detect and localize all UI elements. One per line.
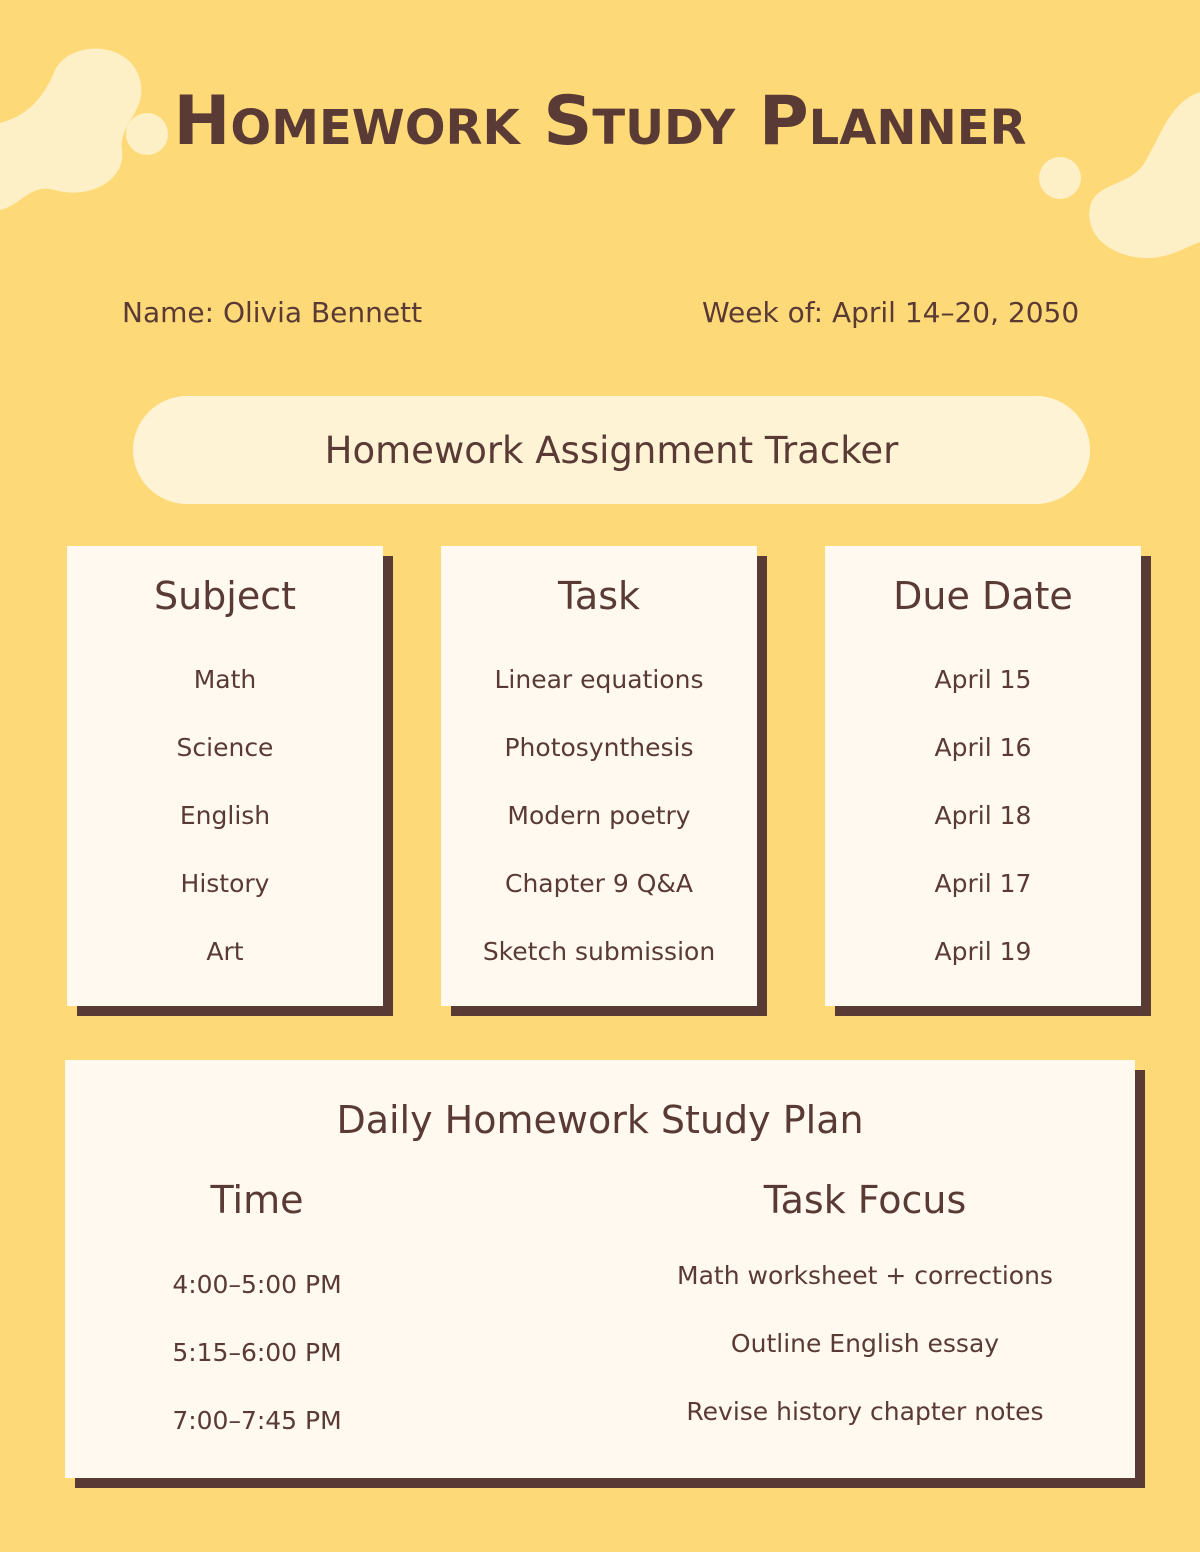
due-date-card: [825, 546, 1141, 1006]
task-item: Chapter 9 Q&A: [504, 869, 694, 898]
time-slot: 5:15–6:00 PM: [172, 1338, 342, 1367]
subject-item: Math: [193, 665, 257, 694]
task-focus-item: Math worksheet + corrections: [677, 1261, 1053, 1290]
focus-list: [625, 1259, 1105, 1463]
task-item: Linear equations: [494, 665, 704, 694]
time-slot: 4:00–5:00 PM: [172, 1270, 342, 1299]
subject-list: [67, 664, 383, 1004]
due-date-list: [825, 664, 1141, 1004]
due-date-item: April 18: [934, 801, 1032, 830]
task-card: [441, 546, 757, 1006]
tracker-heading: Homework Assignment Tracker: [133, 396, 1090, 504]
task-item: Sketch submission: [482, 937, 716, 966]
due-date-item: April 16: [934, 733, 1032, 762]
subject-item: Art: [206, 937, 244, 966]
subject-card: [67, 546, 383, 1006]
subject-header: Subject: [153, 574, 297, 618]
time-list: [132, 1268, 382, 1472]
task-focus-item: Revise history chapter notes: [686, 1397, 1044, 1426]
task-list: [441, 664, 757, 1004]
plan-title: Daily Homework Study Plan: [336, 1098, 864, 1142]
page-title: Homework Study Planner: [173, 82, 1027, 161]
time-header: Time: [210, 1178, 304, 1222]
task-focus-item: Outline English essay: [730, 1329, 1000, 1358]
due-date-header: Due Date: [893, 574, 1073, 618]
week-range: Week of: April 14–20, 2050: [702, 296, 1080, 329]
due-date-item: April 15: [934, 665, 1032, 694]
subject-item: English: [179, 801, 271, 830]
daily-study-plan: [65, 1060, 1135, 1478]
student-name: Name: Olivia Bennett: [122, 296, 423, 329]
task-focus-header: Task Focus: [763, 1178, 967, 1222]
subject-item: Science: [176, 733, 274, 762]
time-slot: 7:00–7:45 PM: [172, 1406, 342, 1435]
subject-item: History: [180, 869, 270, 898]
due-date-item: April 19: [934, 937, 1032, 966]
task-item: Photosynthesis: [504, 733, 694, 762]
task-item: Modern poetry: [507, 801, 691, 830]
due-date-item: April 17: [934, 869, 1032, 898]
task-header: Task: [557, 574, 640, 618]
